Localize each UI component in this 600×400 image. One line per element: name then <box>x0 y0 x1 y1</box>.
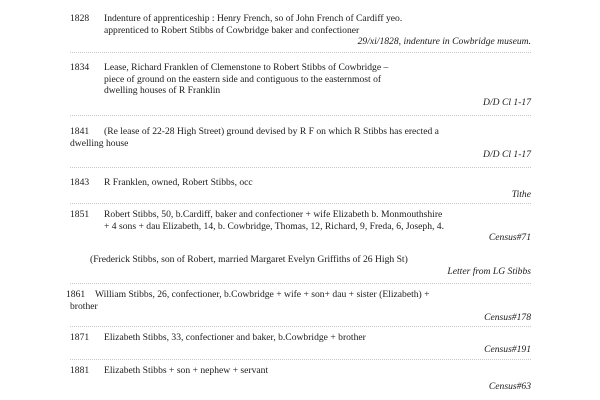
entry-text: William Stibbs, 26, confectioner, b.Cowbridge + wife + son+ dau + sister (Elizabeth) + <box>95 289 430 300</box>
entry-1881 <box>70 365 531 392</box>
entry-divider <box>70 52 531 53</box>
entry-year: 1834 <box>70 62 90 73</box>
entry-text: (Re lease of 22-28 High Street) ground devised by R F on which R Stibbs has erected a <box>104 126 439 137</box>
entry-source: Census#63 <box>488 380 531 392</box>
entry-source: Census#191 <box>484 343 531 355</box>
entry-text-continued: piece of ground on the eastern side and contiguous to the easternmost of <box>104 73 382 85</box>
entry-source: D/D Cl 1-17 <box>483 96 531 108</box>
entry-source: D/D Cl 1-17 <box>483 149 531 160</box>
entry-text: R Franklen, owned, Robert Stibbs, occ <box>104 177 253 188</box>
note-source: Letter from LG Stibbs <box>447 265 531 277</box>
entry-1861 <box>66 289 531 324</box>
entry-1843 <box>70 177 531 200</box>
entry-source: Tithe <box>511 188 531 200</box>
entry-text-continued: apprenticed to Robert Stibbs of Cowbridge baker and confectioner <box>104 24 360 36</box>
entry-divider <box>70 326 531 327</box>
entry-year: 1841 <box>70 126 90 137</box>
entry-1851 <box>70 209 531 244</box>
entry-source: Census#178 <box>484 312 531 323</box>
entry-source: 29/xi/1828, indenture in Cowbridge museum. <box>357 36 531 47</box>
entry-year: 1851 <box>70 209 90 220</box>
entry-text: Robert Stibbs, 50, b.Cardiff, baker and confectioner + wife Elizabeth b. Monmouthshire <box>104 209 443 220</box>
entry-year: 1828 <box>70 13 90 24</box>
entry-1828 <box>70 13 531 48</box>
entry-text-continued: dwelling house <box>70 137 129 149</box>
entry-divider <box>70 167 531 168</box>
entry-divider <box>70 203 531 204</box>
entry-year: 1861 <box>66 289 86 300</box>
entry-1834 <box>70 62 531 108</box>
entry-source: Census#71 <box>488 232 531 243</box>
entry-text: Indenture of apprenticeship : Henry French, so of John French of Cardiff yeo. <box>104 13 403 24</box>
entry-1871 <box>70 332 531 355</box>
entry-year: 1871 <box>70 332 90 343</box>
entry-text: Elizabeth Stibbs, 33, confectioner and baker, b.Cowbridge + brother <box>104 332 366 343</box>
entry-text-continued: + 4 sons + dau Elizabeth, 14, b. Cowbridge, Thomas, 12, Richard, 9, Freda, 6, Joseph, 4. <box>104 220 444 232</box>
entry-divider <box>70 283 531 284</box>
entry-year: 1843 <box>70 177 90 188</box>
entry-text-continued: dwelling houses of R Franklin <box>104 85 221 96</box>
entry-text: Lease, Richard Franklen of Clemenstone to Robert Stibbs of Cowbridge – <box>104 62 389 73</box>
entry-text-continued: brother <box>70 300 98 312</box>
note-text: (Frederick Stibbs, son of Robert, married Margaret Evelyn Griffiths of 26 High St) <box>90 254 408 265</box>
entry-1841 <box>70 126 531 161</box>
note-1851 <box>90 254 531 277</box>
entry-text: Elizabeth Stibbs + son + nephew + servant <box>104 365 269 376</box>
entry-divider <box>70 359 531 360</box>
entry-divider <box>70 115 531 116</box>
entry-year: 1881 <box>70 365 90 376</box>
